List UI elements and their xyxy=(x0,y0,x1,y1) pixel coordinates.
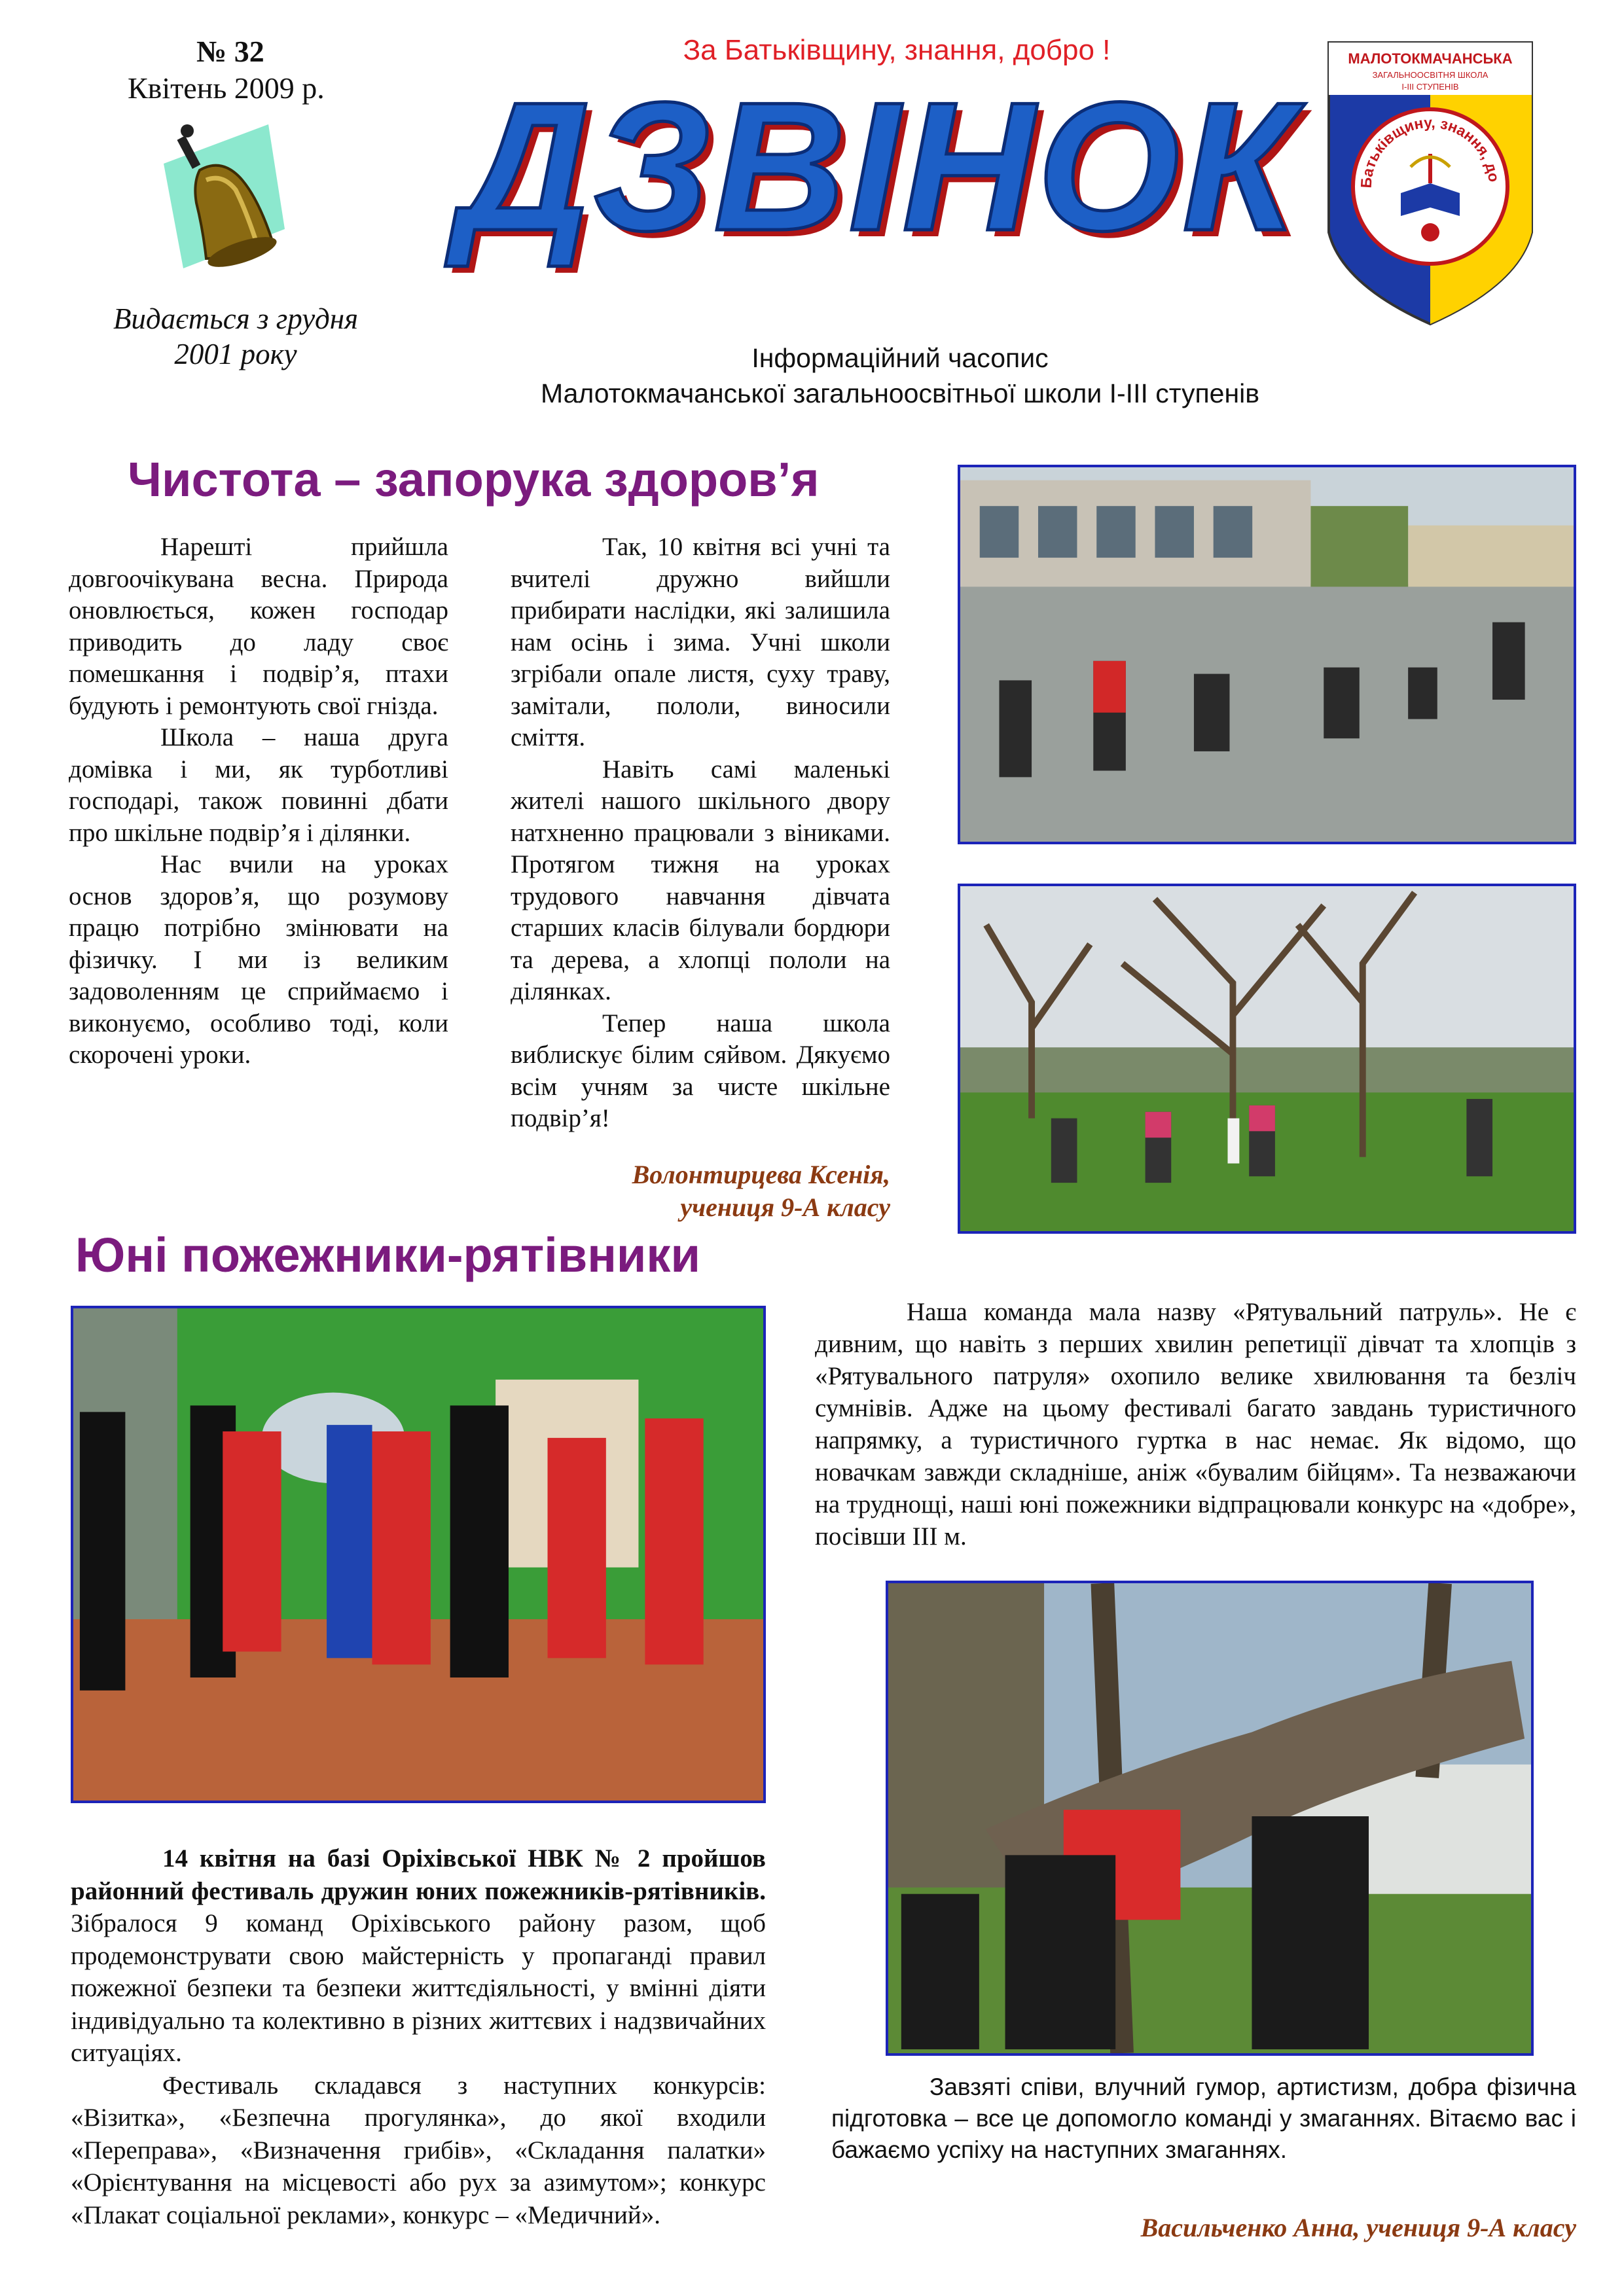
article1-signature-role: учениця 9-А класу xyxy=(680,1193,890,1222)
article2-title: Юні пожежники-рятівники xyxy=(75,1228,700,1282)
article2-lead-bold: 14 квітня на базі Оріхівської НВК № 2 пройшов районний фестиваль дружин юних пожежників-рятівників. xyxy=(71,1844,766,1905)
article1-column-1 xyxy=(69,531,448,1071)
article2-closing-text: Завзяті співи, влучний гумор, артистизм, добра фізична підготовка – все це допомогло команді у змаганнях. Вітаємо вас і бажаємо успіху на наступних змаганнях. xyxy=(831,2073,1576,2163)
subtitle-line-1: Інформаційний часопис xyxy=(751,343,1049,373)
school-emblem xyxy=(1322,36,1538,331)
article1-c1-p3: Нас вчили на уроках основ здоров’я, що розумову працю потрібно змінювати на фізичку. І ми із великим задоволенням це сприймаємо і виконуємо, особливо тоді, коли скорочені уроки. xyxy=(69,850,448,1069)
article1-signature xyxy=(511,1158,890,1224)
article2-team-text: Наша команда мала назву «Рятувальний патруль». Не є дивним, що навіть з перших хвилин репетиції дівчат та хлопців з «Рятувального патруля» охопило велике хвилювання та безліч сумнівів. Адже на цьому фестивалі багато завдань туристичного напрямку, а туристичного гуртка в нас немає. Як відомо, що новачкам завжди складніше, аніж «бувалим бійцям». Та незважаючи на труднощі, наші юні пожежники відпрацювали конкурс на «добре», посівши ІІІ м. xyxy=(815,1298,1576,1551)
issue-date: Квітень 2009 р. xyxy=(128,71,325,105)
publication-subtitle xyxy=(425,340,1375,411)
since-line-1: Видається з грудня xyxy=(113,302,359,335)
article1-title: Чистота – запорука здоров’я xyxy=(128,452,820,507)
emblem-top-text: МАЛОТОКМАЧАНСЬКА xyxy=(1348,50,1513,67)
article1-column-2 xyxy=(511,531,890,1135)
photo-schoolyard-cleanup xyxy=(958,465,1576,844)
article2-lead xyxy=(71,1842,766,2070)
issue-number: № 32 xyxy=(196,35,264,68)
article1-c2-p3: Тепер наша школа виблискує білим сяйвом. Дякуємо всім учням за чисте шкільне подвір’я! xyxy=(511,1009,890,1132)
article2-team-paragraph xyxy=(815,1296,1576,1552)
article2-contests: Фестиваль складався з наступних конкурсів: «Візитка», «Безпечна прогулянка», до якої входили «Переправа», «Визначення грибів», «Складання палатки» «Орієнтування на місцевості або рух за азимутом»; конкурс «Плакат соціальної реклами», конкурс – «Медичний». xyxy=(71,2071,766,2229)
since-line-2: 2001 року xyxy=(174,338,297,370)
motto: За Батьківщину, знання, добро ! xyxy=(683,34,1111,66)
subtitle-line-2: Малотокмачанської загальноосвітньої школи І-ІІІ ступенів xyxy=(540,378,1260,408)
newspaper-title: ДЗВІНОК xyxy=(458,65,1298,269)
article1-c1-p2: Школа – наша друга домівка і ми, як турботливі господарі, також повинні дбати про шкільне подвір’я і ділянки. xyxy=(69,723,448,847)
emblem-sub-text-1: ЗАГАЛЬНООСВІТНЯ ШКОЛА xyxy=(1372,70,1489,80)
photo-rescue-exercise xyxy=(886,1581,1534,2056)
article2-lead-rest: Зібралося 9 команд Оріхівського району разом, щоб продемонструвати свою майстерність у пропаганді правил пожежної безпеки та безпеки життєдіяльності, у вмінні діяти індивідуально та колективно в різних життєвих і надзвичайних ситуаціях. xyxy=(71,1909,766,2067)
publication-since xyxy=(65,301,406,372)
emblem-ring-text: Батьківщину, знання, до xyxy=(1357,113,1503,189)
bell-logo xyxy=(144,118,295,288)
photo-team-on-stage xyxy=(71,1306,766,1803)
article1-c1-p1: Нарешті прийшла довгоочікувана весна. Природа оновлюється, кожен господар приводить до ладу своє помешкання і подвір’я, птахи будують і ремонтують свої гнізда. xyxy=(69,533,448,720)
photo-whitewashing-trees xyxy=(958,884,1576,1234)
article1-signature-name: Волонтирцева Ксенія, xyxy=(632,1160,890,1189)
article1-c2-p1: Так, 10 квітня всі учні та вчителі дружно вийшли прибирати наслідки, які залишила нам осінь і зима. Учні школи згрібали опале листя, суху траву, замітали, пололи, виносили сміття. xyxy=(511,533,890,751)
article1-c2-p2: Навіть самі маленькі жителі нашого шкільного двору натхненно працювали з віниками. Протягом тижня на уроках трудового навчання дівчата старших класів білували бордюри та дерева, а хлопці пололи на ділянках. xyxy=(511,755,890,1005)
article2-closing xyxy=(831,2072,1576,2166)
emblem-sub-text-2: І-ІІІ СТУПЕНІВ xyxy=(1401,82,1459,92)
article2-signature: Васильченко Анна, учениця 9-А класу xyxy=(1140,2213,1576,2242)
bell-icon xyxy=(144,118,295,288)
article2-lead-paragraph xyxy=(71,1842,766,2231)
